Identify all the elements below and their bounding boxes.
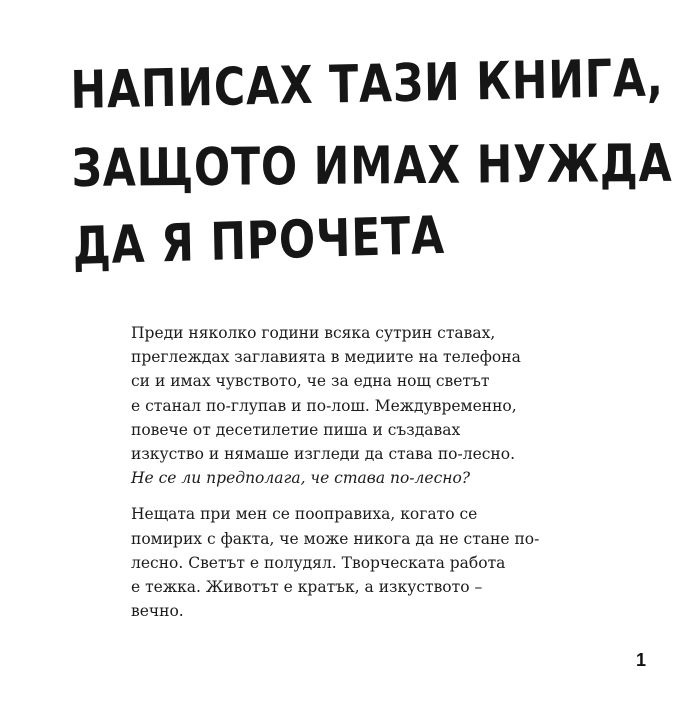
title-line-2: ЗАЩОТО ИМАХ НУЖДА	[71, 133, 673, 199]
text-line: повече от десетилетие пиша и създавах	[131, 420, 461, 439]
text-line: е станал по-глупав и по-лош. Междувременно,	[131, 396, 517, 415]
text-line: вечно.	[131, 602, 184, 621]
text-line: лесно. Светът е полудял. Творческата работа	[131, 553, 506, 572]
body-text	[131, 321, 571, 635]
text-line: Преди няколко години всяка сутрин ставах,	[131, 324, 496, 342]
text-line: си и имах чувството, че за една нощ светът	[131, 372, 490, 391]
title-line-3: ДА Я ПРОЧЕТА	[72, 205, 446, 277]
page-number: 1	[635, 650, 646, 670]
text-line: Нещата при мен се пооправиха, когато се	[131, 505, 478, 524]
title-line-1: НАПИСАХ ТАЗИ КНИГА,	[70, 48, 665, 121]
text-line: преглеждах заглавията в медиите на телефона	[131, 348, 521, 367]
text-line: помирих с факта, че може никога да не стане по-	[131, 529, 540, 548]
text-line: е тежка. Животът е кратък, а изкуството –	[131, 578, 483, 597]
italic-question: Не се ли предполага, че става по-лесно?	[131, 469, 471, 488]
paragraph-2	[131, 502, 571, 623]
paragraph-1	[131, 321, 571, 490]
text-line: изкуство и нямаше изгледи да става по-лесно.	[131, 445, 516, 464]
chapter-title	[70, 42, 673, 286]
